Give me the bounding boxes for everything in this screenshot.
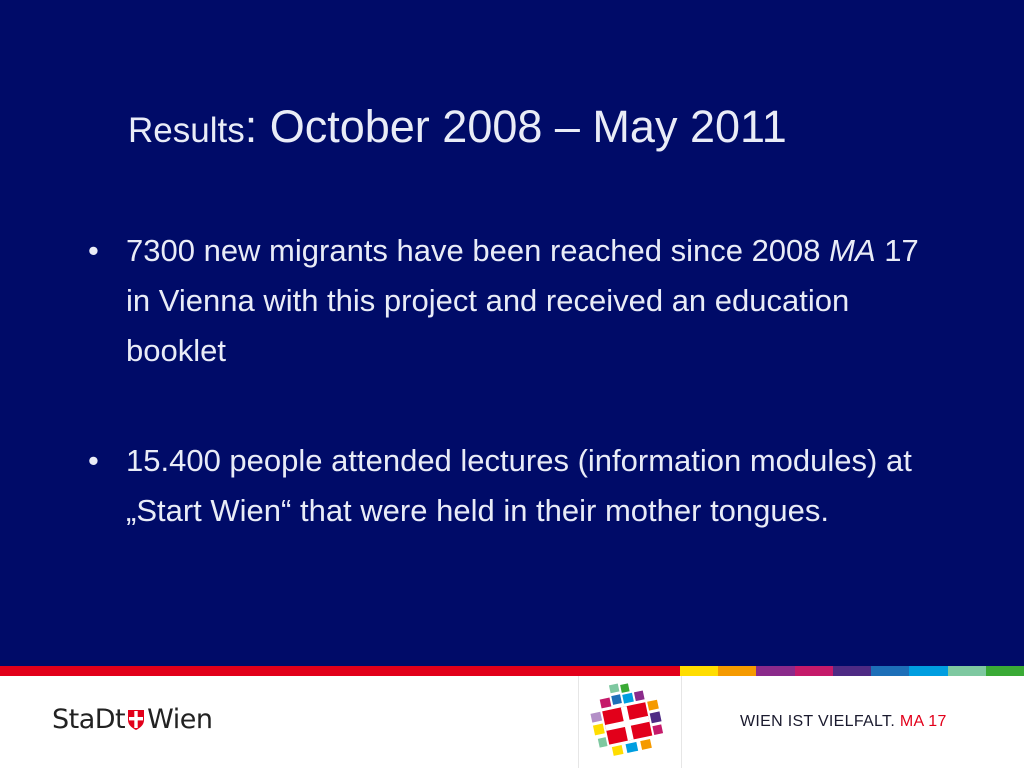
stripe-color-segment [909,666,948,676]
bullet-item-migrants-reached [88,226,988,376]
stripe-color-segment [718,666,757,676]
bullet-text [126,226,926,376]
bullet-item-lecture-attendance [88,436,988,536]
diversity-mosaic-logo-icon [579,676,681,768]
footer-tagline [740,713,947,731]
footer [0,676,1024,768]
bullet-list [88,226,988,536]
logo-text-wien: Wien [147,704,213,735]
stripe-red-segment [0,666,680,676]
stripe-color-segment [795,666,834,676]
color-stripe [0,666,1024,676]
bullet-text: 15.400 people attended lectures (information modules) at „Start Wien“ that were held in their mother tongues. [126,443,912,528]
stripe-color-segment [833,666,872,676]
stripe-color-segment [756,666,795,676]
bullet-marker: • [88,233,99,268]
tagline-department: MA 17 [899,713,947,730]
stripe-color-segment [680,666,719,676]
stripe-color-segment [986,666,1024,676]
title-prefix: Results [128,111,245,150]
tagline-main: WIEN IST VIELFALT. [740,713,896,730]
stadt-wien-logo [52,704,213,735]
bullet-marker: • [88,443,99,478]
title-date-range: : October 2008 – May 2011 [244,101,787,152]
bullet-text-italic: MA [829,233,876,268]
stripe-color-segment [871,666,910,676]
vienna-shield-icon [127,709,145,731]
bullet-text-part: 17 in Vienna with this project and received an education booklet [126,233,919,368]
stripe-color-segment [948,666,987,676]
bullet-text-part: 7300 new migrants have been reached since 2008 [126,233,830,268]
diversity-logo-box [578,676,682,768]
logo-text-stadt: StaDt [52,704,126,735]
slide-title [128,101,787,152]
